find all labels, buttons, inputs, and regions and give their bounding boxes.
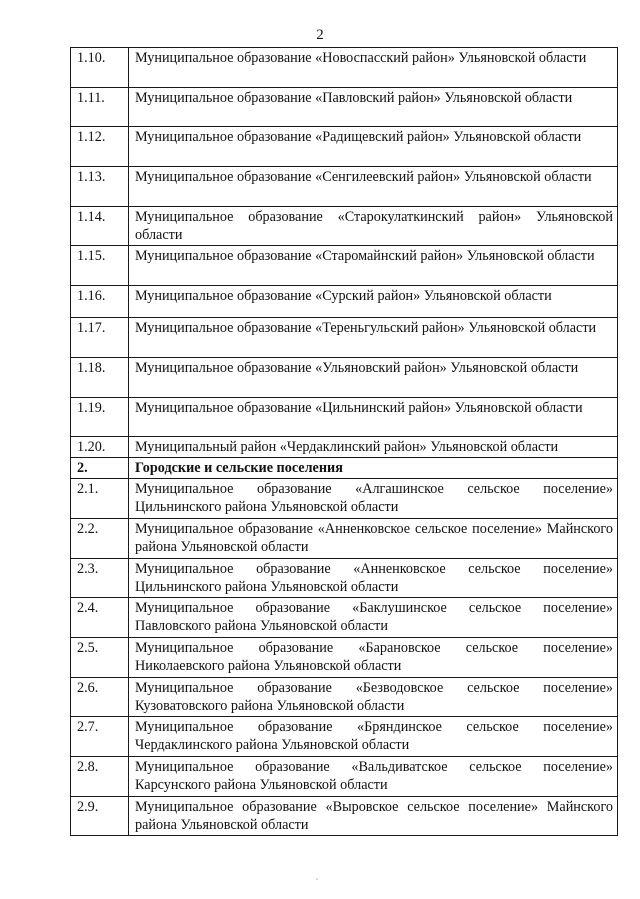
scan-artifact-dot bbox=[316, 878, 318, 880]
item-number: 1.18. bbox=[71, 357, 129, 397]
table-row bbox=[71, 717, 618, 757]
item-name: Муниципальное образование «Сурский район» Ульяновской области bbox=[129, 286, 618, 318]
item-number: 1.13. bbox=[71, 167, 129, 207]
item-name: Муниципальное образование «Тереньгульский район» Ульяновской области bbox=[129, 318, 618, 358]
item-name: Муниципальное образование «Анненковское сельское поселение» Цильнинского района Ульяновской области bbox=[129, 558, 618, 598]
table-row bbox=[71, 757, 618, 797]
item-name: Муниципальное образование «Старомайнский район» Ульяновской области bbox=[129, 246, 618, 286]
item-number: 1.17. bbox=[71, 318, 129, 358]
item-name: Муниципальное образование «Баклушинское сельское поселение» Павловского района Ульяновской области bbox=[129, 598, 618, 638]
table-row bbox=[71, 357, 618, 397]
item-number: 1.19. bbox=[71, 397, 129, 437]
item-name: Муниципальное образование «Сенгилеевский район» Ульяновской области bbox=[129, 167, 618, 207]
table-row bbox=[71, 286, 618, 318]
item-number: 1.14. bbox=[71, 206, 129, 246]
table-row bbox=[71, 558, 618, 598]
item-number: 2.1. bbox=[71, 479, 129, 519]
item-number: 1.16. bbox=[71, 286, 129, 318]
item-name: Муниципальное образование «Павловский район» Ульяновской области bbox=[129, 87, 618, 127]
item-name: Муниципальное образование «Алгашинское сельское поселение» Цильнинского района Ульяновской области bbox=[129, 479, 618, 519]
table-row bbox=[71, 677, 618, 717]
table-row bbox=[71, 246, 618, 286]
table-row bbox=[71, 479, 618, 519]
table-row bbox=[71, 167, 618, 207]
item-number: 2.9. bbox=[71, 796, 129, 836]
item-number: 2.6. bbox=[71, 677, 129, 717]
item-name: Муниципальное образование «Безводовское сельское поселение» Кузоватовского района Ульяновской области bbox=[129, 677, 618, 717]
item-name: Муниципальное образование «Новоспасский район» Ульяновской области bbox=[129, 48, 618, 88]
section-title: Городские и сельские поселения bbox=[129, 458, 618, 479]
item-name: Муниципальное образование «Старокулаткинский район» Ульяновской области bbox=[129, 206, 618, 246]
item-number: 1.12. bbox=[71, 127, 129, 167]
table-row bbox=[71, 518, 618, 558]
item-name: Муниципальное образование «Цильнинский район» Ульяновской области bbox=[129, 397, 618, 437]
item-number: 1.10. bbox=[71, 48, 129, 88]
table-body bbox=[71, 48, 618, 836]
item-number: 1.11. bbox=[71, 87, 129, 127]
item-number: 2.8. bbox=[71, 757, 129, 797]
table-row bbox=[71, 87, 618, 127]
item-number: 2.7. bbox=[71, 717, 129, 757]
item-name: Муниципальное образование «Барановское сельское поселение» Николаевского района Ульяновской области bbox=[129, 637, 618, 677]
table-row bbox=[71, 318, 618, 358]
item-name: Муниципальное образование «Ульяновский район» Ульяновской области bbox=[129, 357, 618, 397]
item-name: Муниципальное образование «Анненковское сельское поселение» Майнского района Ульяновской области bbox=[129, 518, 618, 558]
item-name: Муниципальное образование «Выровское сельское поселение» Майнского района Ульяновской области bbox=[129, 796, 618, 836]
item-number: 1.15. bbox=[71, 246, 129, 286]
municipalities-table bbox=[70, 47, 618, 836]
item-number: 2.5. bbox=[71, 637, 129, 677]
table-row bbox=[71, 206, 618, 246]
item-name: Муниципальное образование «Бряндинское сельское поселение» Чердаклинского района Ульяновской области bbox=[129, 717, 618, 757]
table-row bbox=[71, 598, 618, 638]
item-number: 2.3. bbox=[71, 558, 129, 598]
table-row bbox=[71, 397, 618, 437]
item-name: Муниципальное образование «Радищевский район» Ульяновской области bbox=[129, 127, 618, 167]
page-number: 2 bbox=[316, 27, 324, 43]
table-row bbox=[71, 127, 618, 167]
table-row bbox=[71, 637, 618, 677]
item-number: 2.2. bbox=[71, 518, 129, 558]
table-row bbox=[71, 48, 618, 88]
item-number: 2.4. bbox=[71, 598, 129, 638]
item-number: 1.20. bbox=[71, 437, 129, 458]
table-row bbox=[71, 437, 618, 458]
item-number: 2. bbox=[71, 458, 129, 479]
section-header-row bbox=[71, 458, 618, 479]
item-name: Муниципальное образование «Вальдиватское сельское поселение» Карсунского района Ульяновской области bbox=[129, 757, 618, 797]
item-name: Муниципальный район «Чердаклинский район» Ульяновской области bbox=[129, 437, 618, 458]
table-row bbox=[71, 796, 618, 836]
